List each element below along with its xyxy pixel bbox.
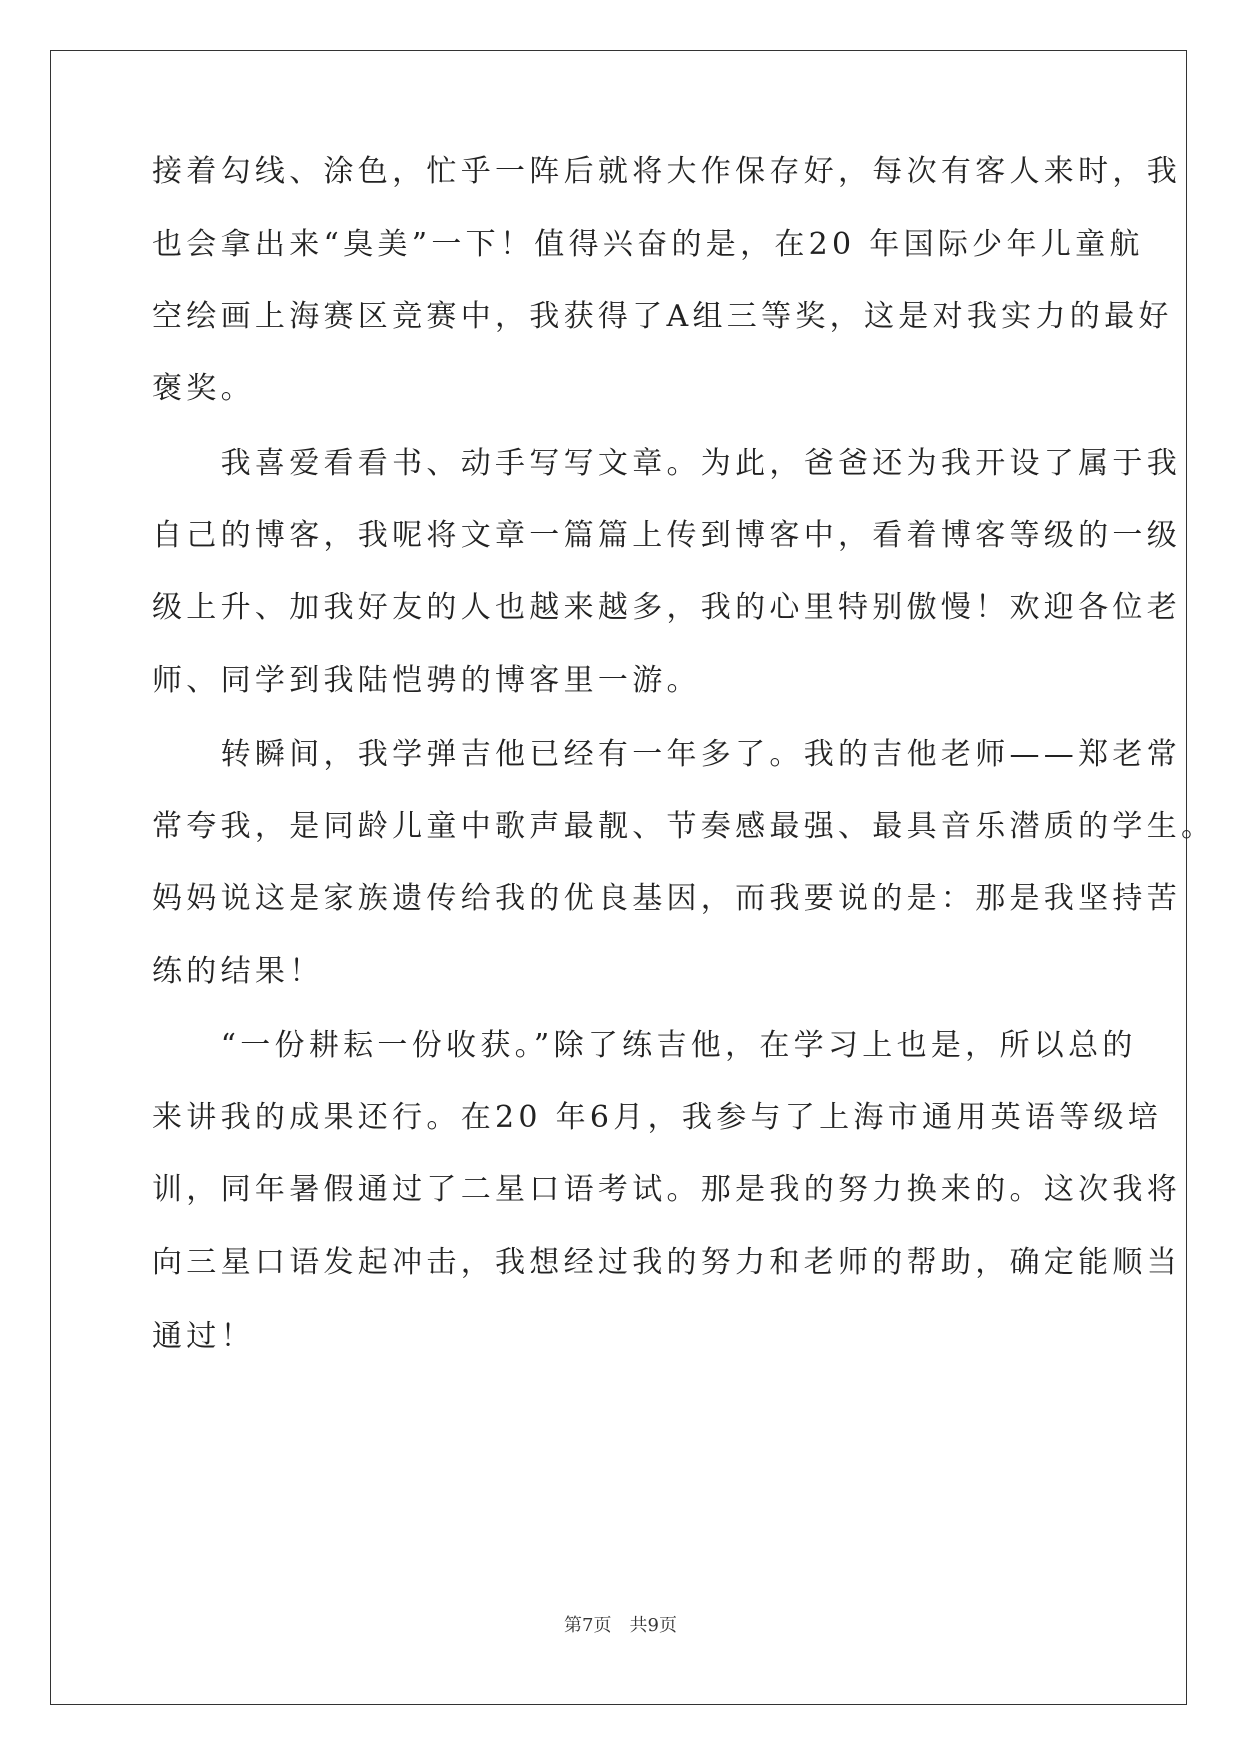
text-line: 转瞬间，我学弹吉他已经有一年多了。我的吉他老师——郑老常: [152, 737, 1181, 772]
text-line: 褒奖。: [152, 371, 255, 406]
text-line: 常夸我，是同龄儿童中歌声最靓、节奏感最强、最具音乐潜质的学生。: [152, 809, 1216, 844]
text-line: 自己的博客，我呢将文章一篇篇上传到博客中，看着博客等级的一级: [152, 518, 1181, 553]
text-line: “一份耕耘一份收获。”除了练吉他，在学习上也是，所以总的: [152, 1028, 1137, 1063]
text-line: 来讲我的成果还行。在20 年6月，我参与了上海市通用英语等级培: [152, 1100, 1163, 1135]
text-line: 也会拿出来“臭美”一下！值得兴奋的是，在20 年国际少年儿童航: [152, 227, 1144, 262]
text-line: 练的结果！: [152, 954, 324, 989]
text-line: 接着勾线、涂色，忙乎一阵后就将大作保存好，每次有客人来时，我: [152, 154, 1181, 189]
text-line: 妈妈说这是家族遗传给我的优良基因，而我要说的是：那是我坚持苦: [152, 881, 1181, 916]
text-line: 通过！: [152, 1319, 255, 1354]
text-line: 级上升、加我好友的人也越来越多，我的心里特别傲慢！欢迎各位老: [152, 590, 1181, 625]
text-line: 空绘画上海赛区竞赛中，我获得了A组三等奖，这是对我实力的最好: [152, 299, 1173, 334]
text-line: 师、同学到我陆恺骋的博客里一游。: [152, 663, 701, 698]
text-line: 我喜爱看看书、动手写写文章。为此，爸爸还为我开设了属于我: [152, 446, 1181, 481]
text-line: 训，同年暑假通过了二星口语考试。那是我的努力换来的。这次我将: [152, 1172, 1181, 1207]
page-number: 第7页 共9页: [564, 1615, 677, 1636]
text-line: 向三星口语发起冲击，我想经过我的努力和老师的帮助，确定能顺当: [152, 1245, 1181, 1280]
